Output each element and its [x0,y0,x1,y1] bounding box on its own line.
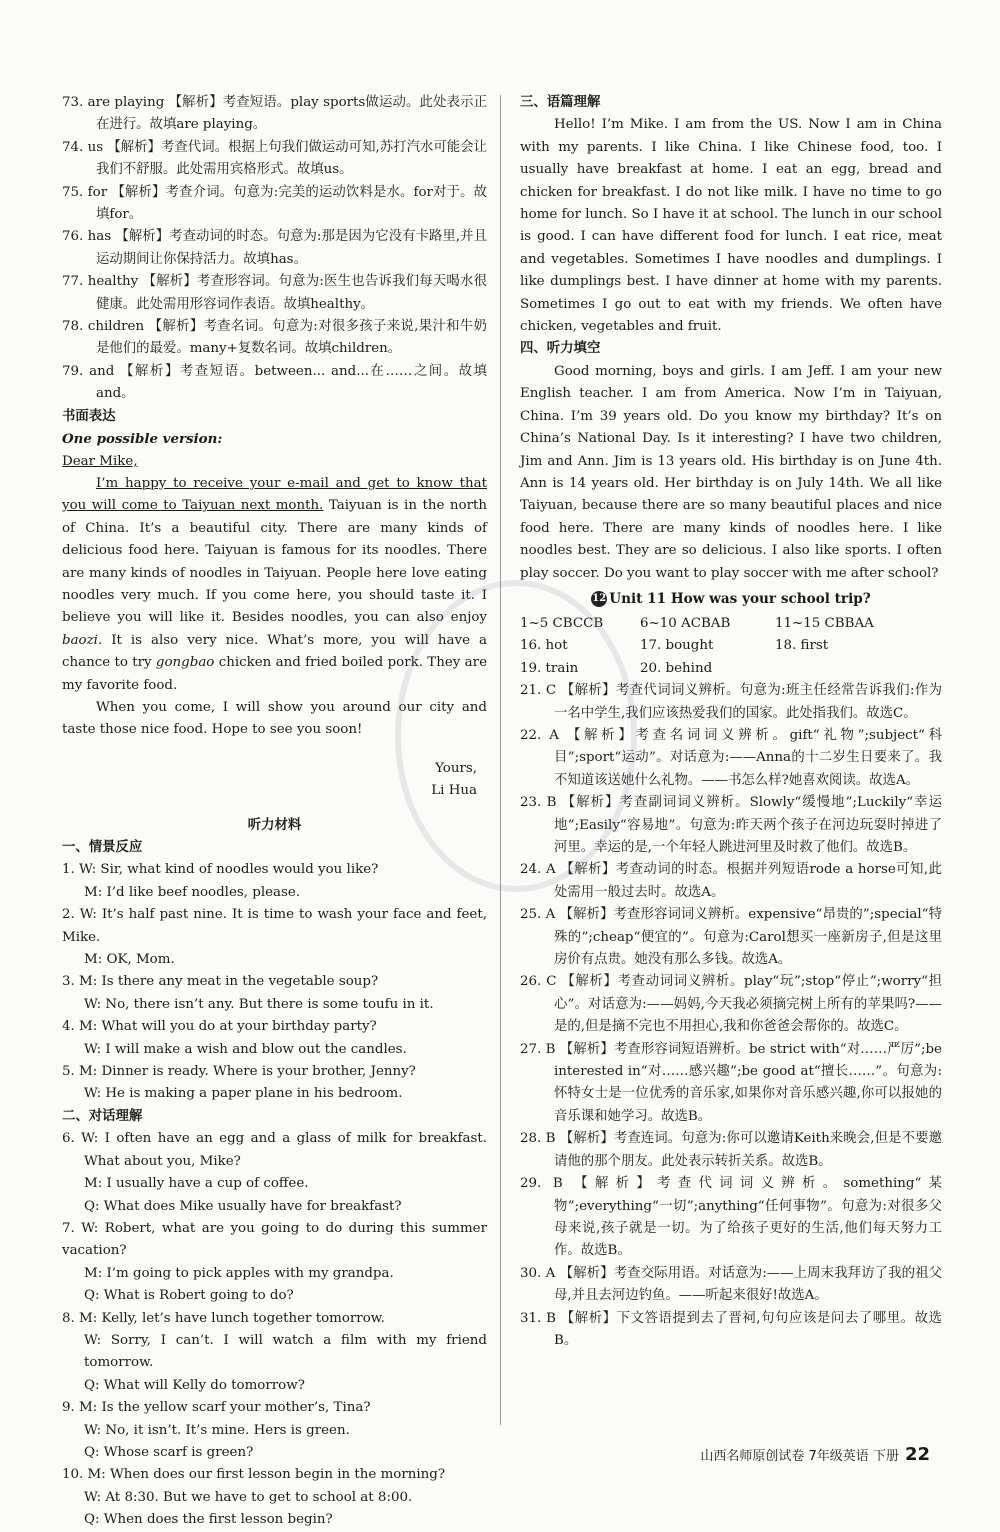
italic-word: gongbao [155,655,215,671]
left-column [62,92,487,1532]
letter-signature: Li Hua [431,783,477,799]
dialog-line: 7. W: Robert, what are you going to do during this summer vacation? [62,1220,487,1259]
dialog-line: Q: What will Kelly do tomorrow? [84,1377,305,1393]
answer-item: 75. for 【解析】考查介词。句意为:完美的运动饮料是水。for对于。故填for。 [62,184,487,223]
dialog-line: W: Sorry, I can’t. I will watch a film with my friend tomorrow. [84,1332,487,1371]
answer-cell: 17. bought [640,638,714,654]
dialog-line: 8. M: Kelly, let’s have lunch together tomorrow. [62,1310,385,1326]
dialog-line: Q: What is Robert going to do? [84,1288,294,1304]
page-footer [700,1444,930,1465]
answer-row [520,658,942,680]
answer-cell: 11~15 CBBAA [775,615,874,631]
dialog-line: 5. M: Dinner is ready. Where is your brother, Jenny? [62,1064,416,1080]
underlined-opening: I’m happy to receive your e-mail and get to know that you will come to Taiyuan next month. [62,475,487,514]
dialog-line: 2. W: It’s half past nine. It is time to wash your face and feet, Mike. [62,907,487,945]
dialog-line: M: I’d like beef noodles, please. [84,884,301,900]
paragraph-text: chicken and fried boiled pork. They are my favorite food. [62,655,487,693]
unit-title-text: Unit 11 How was your school trip? [609,590,871,607]
letter-paragraph-2: When you come, I will show you around our city and taste those nice food. Hope to see you soon! [62,699,487,738]
dialog-line: 6. W: I often have an egg and a glass of milk for breakfast. What about you, Mike? [62,1131,487,1169]
paragraph-text: . It is also very nice. What’s more, you will have a chance to try [62,632,487,671]
answer-item: 77. healthy 【解析】考查形容词。句意为:医生也告诉我们每天喝水很健康。此处需用形容词作表语。故填healthy。 [62,274,487,312]
answer-row [520,635,942,657]
section-3-heading: 三、语篇理解 [520,95,601,110]
letter-greeting: Dear Mike, [62,453,138,469]
answer-items-73-79 [62,92,487,406]
possible-version-label: One possible version: [62,431,223,448]
answer-cell: 16. hot [520,638,568,654]
paragraph-text: Taiyuan is in the north of China. It’s a beautiful city. There are many kinds of delicious food here. Taiyuan is famous for its noodles. There are many kinds of noodles in Taiyuan. People here love eating noodles very much. If you come here, you should taste it. I believe you will like it. Besides noodles, you can also enjoy [62,498,487,626]
dialog-line: 1. W: Sir, what kind of noodles would you like? [62,862,379,878]
answer-cell: 6~10 ACBAB [640,615,731,631]
reading-passage: Hello! I’m Mike. I am from the US. Now I am in China with my parents. I like China. I like Chinese food, too. I usually have breakfast at home. I eat an egg, bread and chicken for breakfast. I do not like milk. I have no time to go home for lunch. So I have it at school. The lunch in our school is good. I can have different food for lunch. I eat rice, meat and vegetables. Sometimes I have noodles and dumplings. I like dumplings best. I have dinner at home with my parents. Sometimes I go out to eat with my friends. We often have chicken, vegetables and fruit. [520,117,942,335]
footer-text: 山西名师原创试卷 7年级英语 下册 [700,1449,899,1464]
dialog-line: M: I usually have a cup of coffee. [84,1176,309,1192]
section-4-heading: 四、听力填空 [520,341,601,357]
answer-cell: 1~5 CBCCB [520,615,604,631]
answer-item: 22. A 【解析】考查名词词义辨析。gift“礼物”;subject“科目”;sport“运动”。对话意为:——Anna的十二岁生日要来了。我不知道该送她什么礼物。——书怎么样?她喜欢阅读。故选A。 [520,727,942,788]
unit-number-badge: 12 [591,591,607,607]
letter-paragraph-1 [62,473,487,697]
listening-title: 听力材料 [247,817,302,833]
dialog-line: W: No, it isn’t. It’s mine. Hers is green. [84,1422,350,1438]
dialog-line: 10. M: When does our first lesson begin in the morning? [62,1467,446,1483]
dialog-line: M: OK, Mom. [84,952,175,968]
answer-item: 78. children 【解析】考查名词。句意为:对很多孩子来说,果汁和牛奶是他们的最爱。many+复数名词。故填children。 [62,319,487,357]
answer-item: 26. C 【解析】考查动词词义辨析。play“玩”;stop“停止”;worry“担心”。对话意为:——妈妈,今天我必须摘完树上所有的苹果吗?——是的,但是摘不完也不用担心,我和你爸爸会帮你的。故选C。 [520,974,942,1035]
answer-item: 31. B 【解析】下文答语提到去了晋祠,句句应该是问去了哪里。故选B。 [520,1310,942,1348]
answer-item: 74. us 【解析】考查代词。根据上句我们做运动可知,苏打汽水可能会让我们不舒服。此处需用宾格形式。故填us。 [62,139,487,178]
letter-closing: Yours, [435,760,477,776]
section-1-heading: 一、情景反应 [62,840,143,855]
dialog-line: Q: What does Mike usually have for breakfast? [84,1198,402,1214]
dialog-line: Q: Whose scarf is green? [84,1444,254,1460]
answer-item: 25. A 【解析】考查形容词词义辨析。expensive“昂贵的”;special“特殊的”;cheap“便宜的”。句意为:Carol想买一座新房子,但是这里房价有点贵。她没有那么多钱。故选A。 [520,907,942,968]
answer-item: 28. B 【解析】考查连词。句意为:你可以邀请Keith来晚会,但是不要邀请他的那个朋友。此处表示转折关系。故选B。 [520,1131,942,1169]
answer-item: 24. A 【解析】考查动词的时态。根据并列短语rode a horse可知,此处需用一般过去时。故选A。 [520,862,942,900]
column-divider [500,95,501,1425]
answer-item: 27. B 【解析】考查形容词短语辨析。be strict with“对……严厉”;be interested in“对……感兴趣”;be good at“擅长……”。句意为:怀特女士是一位优秀的音乐家,如果你对音乐感兴趣,你可以报她的音乐课和她学习。故选B。 [520,1041,942,1124]
dialogs-section-1 [62,859,487,1105]
page-number: 22 [904,1444,930,1465]
answer-item: 76. has 【解析】考查动词的时态。句意为:那是因为它没有卡路里,并且运动期间让你保持活力。故填has。 [62,229,487,267]
dialog-line: W: At 8:30. But we have to get to school at 8:00. [84,1489,413,1505]
answer-item: 29. B 【解析】考查代词词义辨析。something“某物”;everything“一切”;anything“任何事物”。句意为:对很多父母来说,孩子就是一切。为了给孩子更好的生活,他们每天努力工作。故选B。 [520,1176,942,1259]
italic-word: baozi [62,632,98,648]
answer-cell: 19. train [520,660,579,676]
dialog-line: Q: When does the first lesson begin? [84,1512,333,1528]
dialogs-section-2 [62,1128,487,1531]
dialog-line: 9. M: Is the yellow scarf your mother’s, Tina? [62,1400,371,1416]
dialog-line: W: He is making a paper plane in his bedroom. [84,1086,403,1102]
dialog-line: W: No, there isn’t any. But there is some toufu in it. [84,996,434,1012]
answer-item: 23. B 【解析】考查副词词义辨析。Slowly“缓慢地”;Luckily“幸运地”;Easily“容易地”。句意为:昨天两个孩子在河边玩耍时掉进了河里。幸运的是,一个年轻人跳进河里及时救了他们。故选B。 [520,795,942,855]
answer-items-21-31 [520,680,942,1352]
right-column [520,92,942,1352]
answer-item: 79. and 【解析】考查短语。between... and...在……之间。故填and。 [62,363,487,402]
answer-item: 30. A 【解析】考查交际用语。对话意为:——上周末我拜访了我的祖父母,并且去河边钓鱼。——听起来很好!故选A。 [520,1265,942,1304]
unit-title [520,587,942,611]
dialog-line: 4. M: What will you do at your birthday party? [62,1019,377,1035]
listening-passage: Good morning, boys and girls. I am Jeff. I am your new English teacher. I am from America. Now I’m in Taiyuan, China. I’m 39 years old. Do you know my birthday? It’s on China’s National Day. Is it interesting? I have two children, Jim and Ann. Jim is 13 years old. His birthday is on June 4th. Ann is 14 years old. Her birthday is on July 14th. We all like Taiyuan, because there are so many beautiful places and nice food here. There are many kinds of noodles here. I like noodles best. They are so delicious. I also like sports. I often play soccer. Do you want to play soccer with me after school? [520,363,942,581]
answer-item: 73. are playing 【解析】考查短语。play sports做运动。此处表示正在进行。故填are playing。 [62,95,487,133]
dialog-line: 3. M: Is there any meat in the vegetable soup? [62,974,379,990]
answer-cell: 18. first [775,638,829,654]
answer-item: 21. C 【解析】考查代词词义辨析。句意为:班主任经常告诉我们:作为一名中学生,我们应该热爱我们的国家。此处指我们。故选C。 [520,683,942,721]
section-2-heading: 二、对话理解 [62,1108,143,1124]
dialog-line: W: I will make a wish and blow out the candles. [84,1041,407,1057]
writing-heading: 书面表达 [62,408,116,424]
answer-cell: 20. behind [640,660,713,676]
answer-row [520,613,942,635]
dialog-line: M: I’m going to pick apples with my grandpa. [84,1265,394,1281]
